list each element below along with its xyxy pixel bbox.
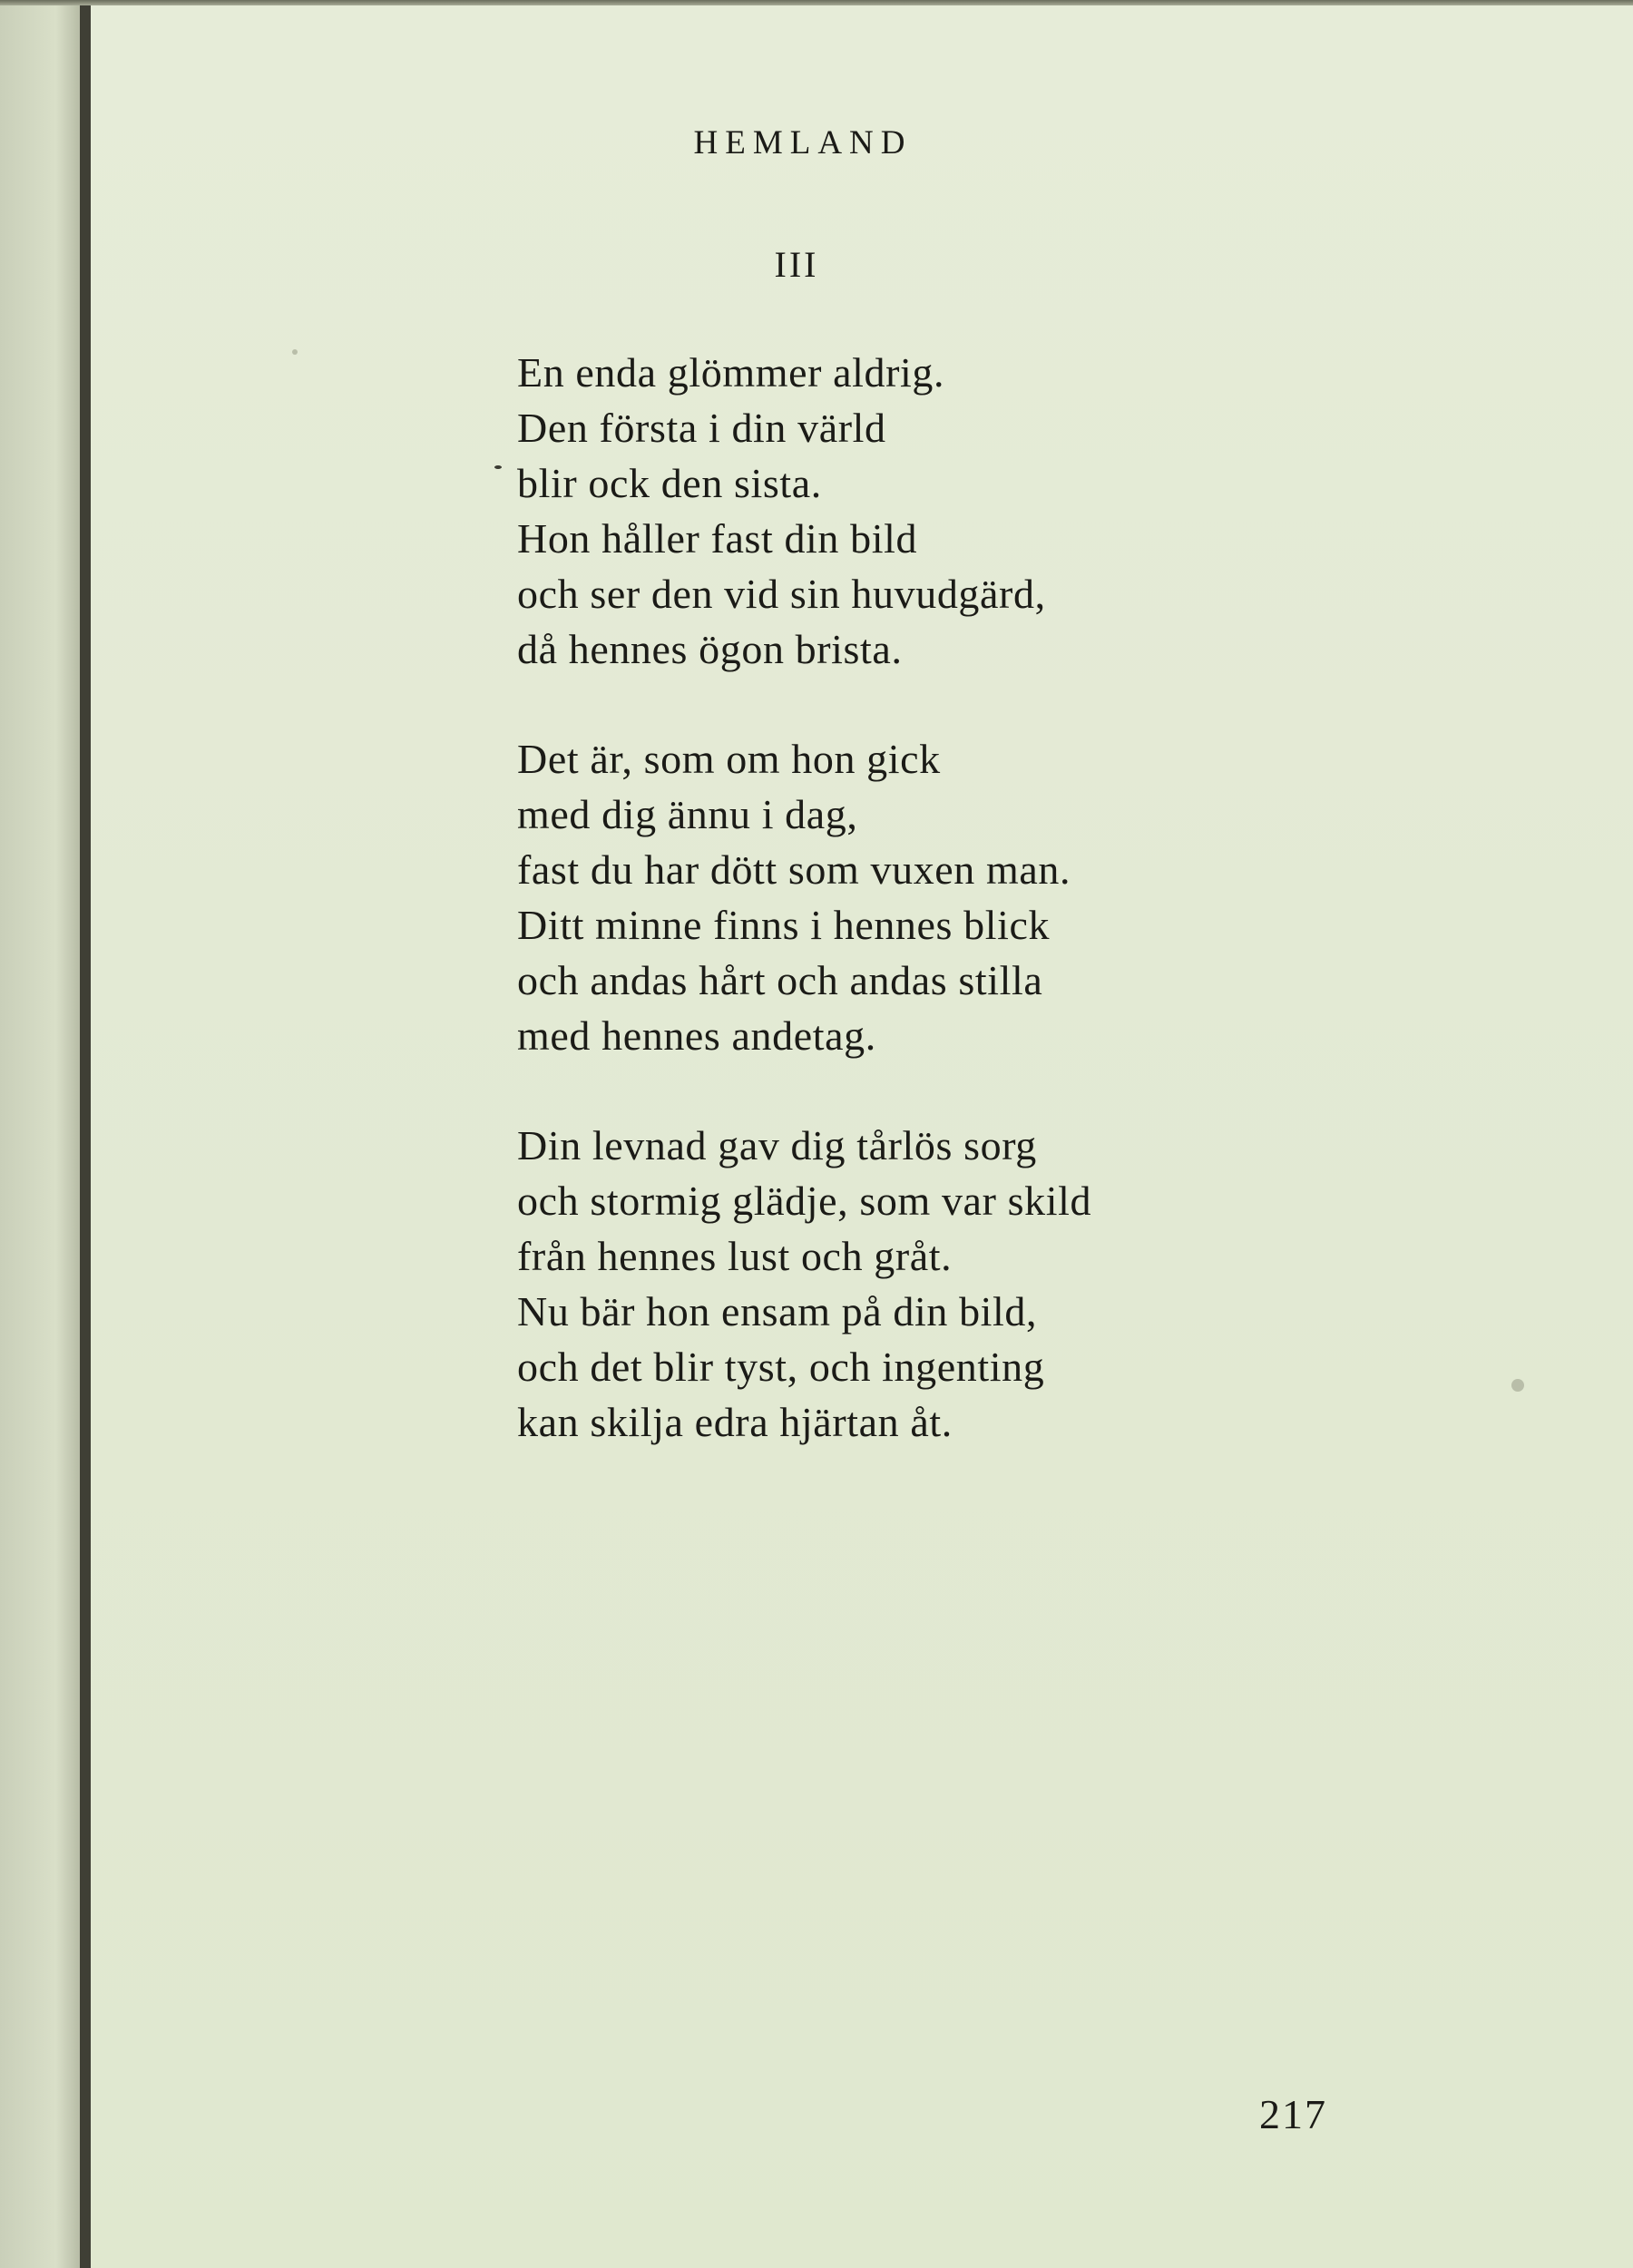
stanza-1 [517, 345, 1424, 677]
poem-line: med hennes andetag. [517, 1012, 876, 1059]
poem-line: fast du har dött som vuxen man. [517, 846, 1071, 893]
poem-line: Den första i din värld [517, 405, 886, 451]
poem-line: Hon håller fast din bild [517, 515, 918, 562]
poem-line: Din levnad gav dig tårlös sorg [517, 1122, 1037, 1168]
poem-line: då hennes ögon brista. [517, 626, 903, 672]
poem-line: blir ock den sista. [517, 460, 822, 506]
facing-page-edge [0, 0, 80, 2268]
poem-line: Ditt minne finns i hennes blick [517, 902, 1051, 948]
poem-line: med dig ännu i dag, [517, 791, 858, 837]
poem-line: En enda glömmer aldrig. [517, 349, 945, 396]
stanza-2 [517, 731, 1424, 1063]
section-number: III [774, 244, 819, 285]
paper-speck [494, 465, 502, 469]
poem-line: Nu bär hon ensam på din bild, [517, 1288, 1038, 1334]
poem-line: kan skilja edra hjärtan åt. [517, 1399, 953, 1445]
poem-line: Det är, som om hon gick [517, 736, 941, 782]
poem-line: och stormig glädje, som var skild [517, 1178, 1092, 1224]
paper-speck [292, 349, 298, 355]
stanza-3 [517, 1118, 1424, 1450]
book-spine [80, 0, 91, 2268]
poem-line: från hennes lust och gråt. [517, 1233, 953, 1279]
paper-speck [1511, 1379, 1524, 1392]
poem-line: och det blir tyst, och ingenting [517, 1344, 1045, 1390]
poem-line: och ser den vid sin huvudgärd, [517, 571, 1046, 617]
page-number: 217 [1259, 2091, 1327, 2137]
poem-line: och andas hårt och andas stilla [517, 957, 1043, 1003]
poem [517, 345, 1424, 1504]
page-top-edge [0, 0, 1633, 5]
running-head: HEMLAND [693, 124, 913, 161]
